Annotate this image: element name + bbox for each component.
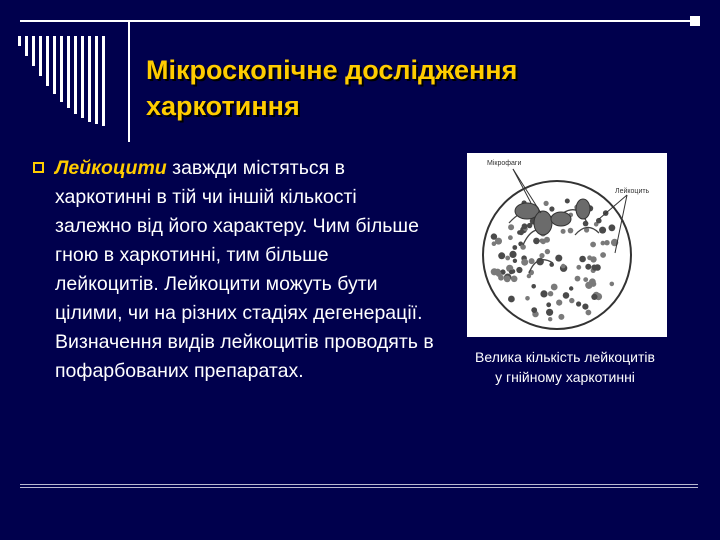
leukocyte-cell — [563, 292, 570, 299]
leukocyte-cell — [583, 221, 589, 227]
leukocyte-cell — [587, 255, 592, 260]
leukocyte-cell — [575, 276, 581, 282]
leukocyte-cell — [591, 294, 597, 300]
caption-line-1: Велика кількість лейкоцитів — [475, 349, 655, 365]
leukocyte-cell — [540, 239, 545, 244]
vertical-rule — [128, 22, 130, 142]
leukocyte-cell — [568, 228, 574, 234]
figure-caption — [445, 347, 685, 387]
leukocyte-cell — [491, 233, 497, 239]
leukocyte-cell — [589, 278, 596, 285]
leukocyte-cell — [610, 282, 615, 287]
leukocyte-cell — [569, 286, 573, 290]
leukocyte-cell — [498, 252, 505, 259]
leukocyte-cell — [496, 271, 502, 277]
leukocyte-cell — [586, 310, 592, 316]
leukocyte-cell — [576, 265, 581, 270]
leukocyte-cell — [531, 284, 536, 289]
leukocyte-cell — [548, 317, 552, 321]
leukocyte-cell — [513, 259, 517, 263]
leukocyte-cell — [600, 252, 606, 258]
leukocyte-cell — [556, 300, 562, 306]
body-text: завжди містяться в харкотинні в тій чи іншій кількості залежно від його характеру. Чим більше гною в харкотинні, тим більше лейкоцитів. Лейкоцити можуть бути цілими, чи на різних стадіях дегенерації. Визначення видів лейкоцитів проводять в пофарбованих препаратах. — [55, 157, 434, 382]
leukocyte-cell — [590, 242, 596, 248]
leukocyte-cell — [540, 290, 547, 297]
leukocyte-cell — [505, 256, 510, 261]
leukocyte-cell — [582, 304, 588, 310]
leukocyte-cell — [549, 206, 554, 211]
leukocyte-cell — [522, 223, 528, 229]
top-rule — [20, 20, 696, 22]
leukocyte-cell — [529, 258, 535, 264]
leukocyte-cell — [569, 298, 574, 303]
body-emphasis: Лейкоцити — [55, 157, 167, 179]
leukocyte-cell — [609, 224, 616, 231]
leukocyte-cell — [508, 235, 513, 240]
leukocyte-cell — [548, 291, 553, 296]
leukocyte-cell — [516, 267, 522, 273]
leukocyte-cell — [504, 276, 511, 283]
leukocyte-cell — [565, 199, 570, 204]
leukocyte-cell — [545, 249, 550, 254]
leukocyte-cell — [546, 302, 551, 307]
leukocyte-cell — [583, 277, 588, 282]
title-line-2: харкотиння — [146, 91, 300, 121]
leukocyte-cell — [576, 301, 581, 306]
leukocyte-cell — [525, 296, 530, 301]
leukocyte-cell — [561, 264, 566, 269]
leukocyte-cell — [527, 274, 531, 278]
leukocyte-cell — [508, 296, 515, 303]
bullet-square-icon — [33, 162, 44, 173]
leukocyte-cell — [561, 229, 566, 234]
microscope-figure — [467, 153, 667, 337]
bottom-rule — [20, 484, 698, 485]
leukocyte-cell — [521, 259, 528, 266]
caption-line-2: у гнійному харкотинні — [495, 369, 635, 385]
stripes-decoration — [18, 36, 126, 126]
leukocyte-cell — [579, 256, 586, 263]
leukocyte-cell — [546, 309, 553, 316]
leukocyte-cell — [492, 241, 497, 246]
title-line-1: Мікроскопічне дослідження — [146, 55, 518, 85]
leukocyte-cell — [585, 264, 591, 270]
leukocyte-cell — [549, 262, 554, 267]
leukocyte-cell — [509, 270, 513, 274]
leukocyte-cell — [604, 240, 609, 245]
leukocyte-cell — [539, 253, 544, 258]
leukocyte-cell — [558, 314, 564, 320]
corner-square-decoration — [690, 16, 700, 26]
bottom-rule-2 — [20, 487, 698, 488]
leukocyte-cell — [555, 255, 562, 262]
leukocyte-cell — [531, 307, 537, 313]
leukocyte-cell — [508, 224, 514, 230]
leukocyte-cell — [591, 265, 597, 271]
leukocyte-cell — [544, 201, 549, 206]
slide-title — [146, 52, 686, 124]
body-paragraph — [55, 154, 435, 386]
leukocyte-cell — [512, 245, 517, 250]
leukocyte-cell — [533, 238, 540, 245]
figure-label-right: Лейкоцить — [615, 188, 650, 195]
leukocyte-cell — [511, 276, 518, 283]
figure-label-top: Мікрофаги — [487, 160, 522, 167]
leukocyte-cell — [599, 227, 606, 234]
leukocyte-cell — [509, 251, 516, 258]
microscope-field-image — [467, 153, 667, 337]
leukocyte-cell — [517, 230, 522, 235]
leukocyte-cell — [551, 284, 558, 291]
leukocyte-cell — [527, 223, 532, 228]
